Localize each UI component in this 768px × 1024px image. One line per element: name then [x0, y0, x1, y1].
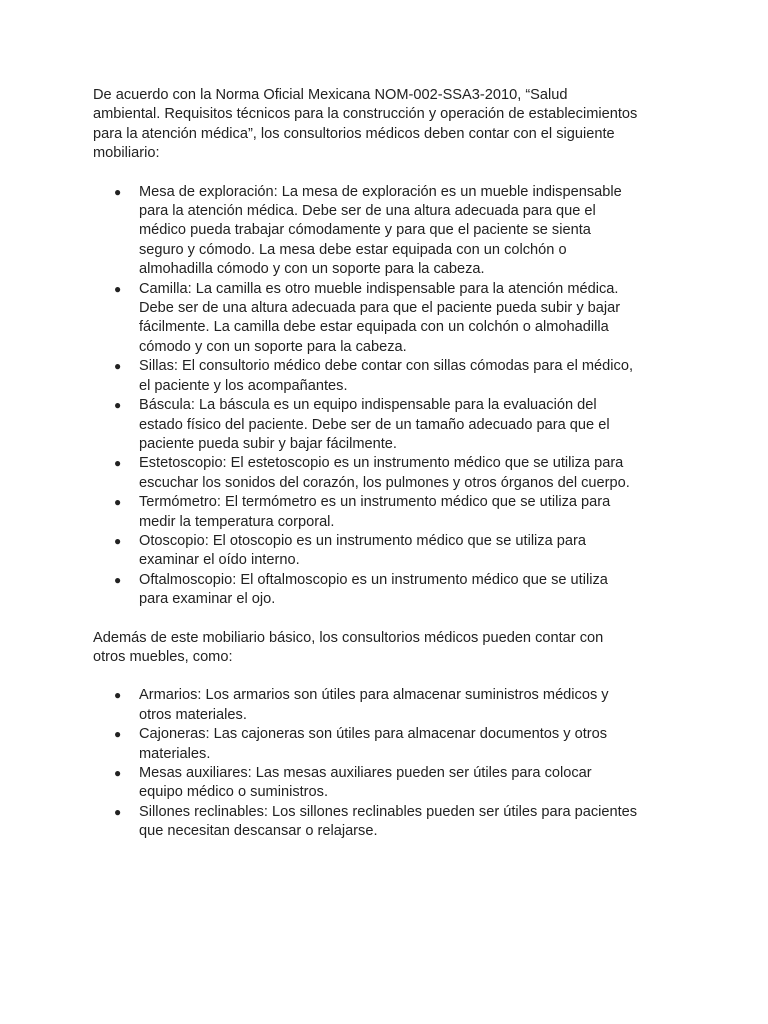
additional-furniture-list — [93, 686, 638, 841]
list-item: ● Báscula: La báscula es un equipo indispensable para la evaluación del estado físico del paciente. Debe ser de un tamaño adecuado para que el paciente pueda subir y bajar fácilmente. — [114, 397, 610, 452]
bullet-icon: ● — [114, 398, 122, 413]
bullet-icon: ● — [114, 804, 122, 819]
list-item: ● Sillas: El consultorio médico debe contar con sillas cómodas para el médico, el paciente y los acompañantes. — [114, 358, 633, 394]
list-item: ● Termómetro: El termómetro es un instrumento médico que se utiliza para medir la temperatura corporal. — [114, 494, 611, 530]
list-item: ● Sillones reclinables: Los sillones reclinables pueden ser útiles para pacientes que necesitan descansar o relajarse. — [114, 803, 638, 840]
bullet-icon: ● — [114, 456, 122, 471]
list-item: ● Cajoneras: Las cajoneras son útiles para almacenar documentos y otros materiales. — [114, 726, 608, 762]
bullet-icon: ● — [114, 281, 122, 296]
bullet-icon: ● — [114, 727, 122, 742]
bullet-icon: ● — [114, 688, 122, 703]
intro-paragraph: De acuerdo con la Norma Oficial Mexicana NOM-002-SSA3-2010, “Salud ambiental. Requisitos técnicos para la construcción y operación de establecimientos para la atención médica”, los consultorios médicos deben contar con el siguiente mobiliario: — [93, 87, 638, 162]
basic-furniture-list — [93, 183, 638, 610]
list-item: ● Mesa de exploración: La mesa de exploración es un mueble indispensable para la atención médica. Debe ser de una altura adecuada para que el médico pueda trabajar cómodamente y para que el paciente se sienta seguro y cómodo. La mesa debe estar equipada con un colchón o almohadilla cómodo y con un soporte para la cabeza. — [114, 183, 622, 278]
bullet-icon: ● — [114, 184, 122, 199]
bullet-icon: ● — [114, 572, 122, 587]
document-body — [93, 86, 638, 842]
middle-paragraph: Además de este mobiliario básico, los consultorios médicos pueden contar con otros muebles, como: — [93, 629, 604, 665]
bullet-icon: ● — [114, 766, 122, 780]
list-item: ● Otoscopio: El otoscopio es un instrumento médico que se utiliza para examinar el oído interno. — [114, 532, 586, 569]
bullet-icon: ● — [114, 495, 122, 510]
list-item: ● Camilla: La camilla es otro mueble indispensable para la atención médica. Debe ser de una altura adecuada para que el paciente pueda subir y bajar fácilmente. La camilla debe estar equipada con un colchón o almohadilla cómodo y con un soporte para la cabeza. — [114, 280, 621, 355]
list-item: ● Oftalmoscopio: El oftalmoscopio es un instrumento médico que se utiliza para examinar el ojo. — [114, 571, 608, 608]
bullet-icon: ● — [114, 533, 122, 548]
list-item: ● Armarios: Los armarios son útiles para almacenar suministros médicos y otros materiales. — [114, 687, 609, 723]
list-item: ● Estetoscopio: El estetoscopio es un instrumento médico que se utiliza para escuchar los sonidos del corazón, los pulmones y otros órganos del cuerpo. — [114, 455, 630, 491]
bullet-icon: ● — [114, 359, 122, 374]
list-item: ● Mesas auxiliares: Las mesas auxiliares pueden ser útiles para colocar equipo médico o suministros. — [114, 765, 592, 801]
